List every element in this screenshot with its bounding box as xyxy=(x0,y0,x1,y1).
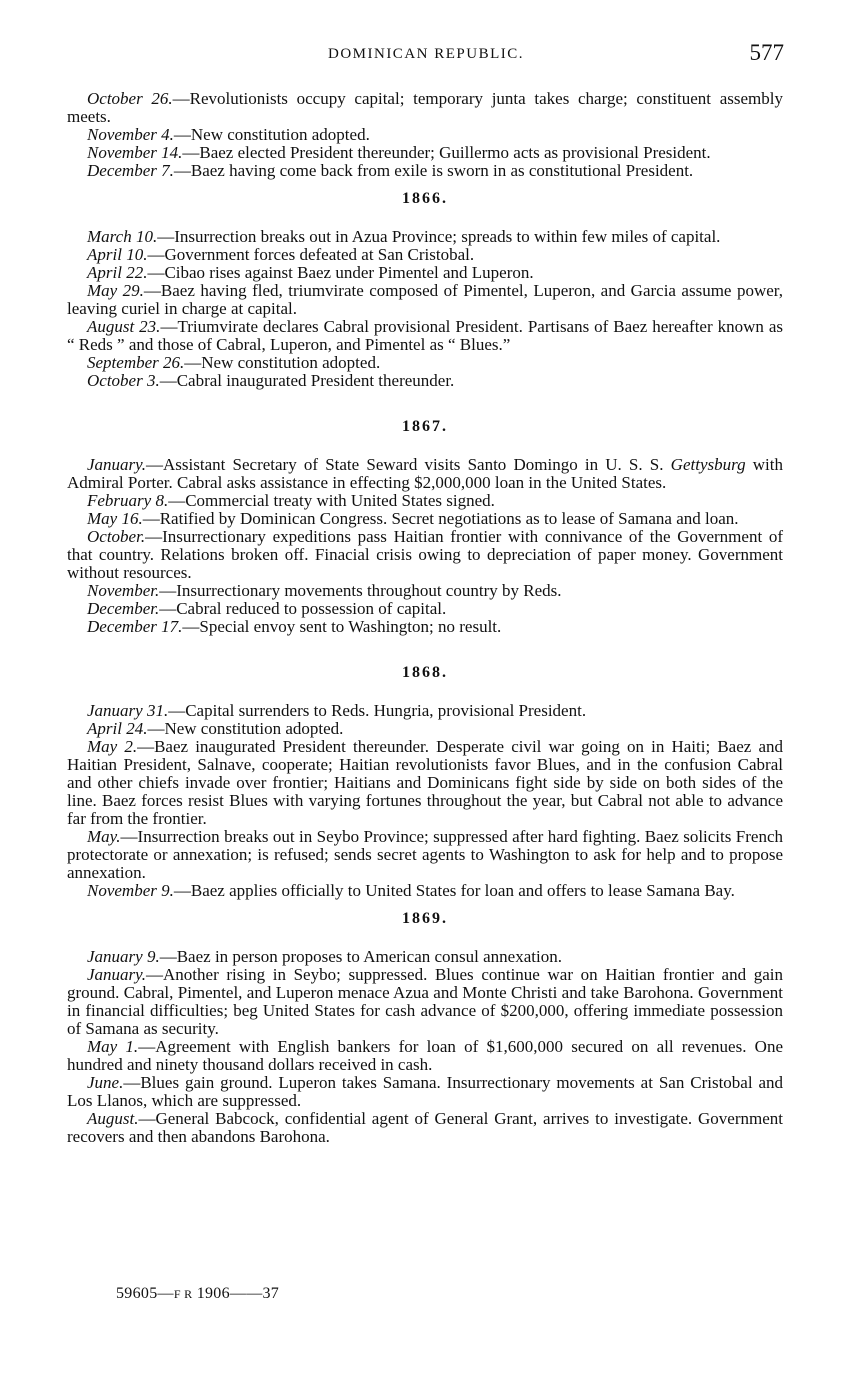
chronology-entry xyxy=(67,600,783,618)
entry-text: —New constitution adopted. xyxy=(184,353,381,372)
chronology-entry xyxy=(67,456,783,492)
year-heading: 1869. xyxy=(402,910,448,927)
entry-text: —Insurrectionary movements throughout country by Reds. xyxy=(159,581,562,600)
entry-text: —Insurrectionary expeditions pass Haitian frontier with connivance of the Government of that country. Relations broken off. Finacial crisis owing to depreciation of paper money. Government without resources. xyxy=(67,527,783,582)
entry-date: January 31. xyxy=(87,701,169,720)
entry-text: —Special envoy sent to Washington; no result. xyxy=(182,617,502,636)
entry-text: —Government forces defeated at San Cristobal. xyxy=(147,245,475,264)
entry-date: October 26. xyxy=(87,89,173,108)
entry-date: December. xyxy=(87,599,160,618)
chronology-entry xyxy=(67,264,783,282)
entry-date: December 7. xyxy=(87,161,174,180)
chronology-entry xyxy=(67,1074,783,1110)
entry-date: September 26. xyxy=(87,353,185,372)
entry-text: —Assistant Secretary of State Seward visits Santo Domingo in U. S. S. Gettysburg with Admiral Porter. Cabral asks assistance in effecting $2,000,000 loan in the United States. xyxy=(67,455,783,492)
entry-date: May 16. xyxy=(87,509,143,528)
entry-date: December 17. xyxy=(87,617,183,636)
chronology-entry xyxy=(67,828,783,882)
entry-date: October 3. xyxy=(87,371,160,390)
entry-date: May 2. xyxy=(87,737,138,756)
chronology-entry xyxy=(67,966,783,1038)
entry-date: January 9. xyxy=(87,947,160,966)
entry-date: February 8. xyxy=(87,491,169,510)
entry-text: —Ratified by Dominican Congress. Secret negotiations as to lease of Samana and loan. xyxy=(142,509,739,528)
ship-name: Gettysburg xyxy=(670,455,746,474)
chronology-entry xyxy=(67,528,783,582)
page-number: 577 xyxy=(749,40,784,65)
printer-signature xyxy=(116,1285,279,1303)
entry-text: —New constitution adopted. xyxy=(147,719,344,738)
chronology-entry xyxy=(67,1110,783,1146)
year-heading: 1868. xyxy=(402,664,448,681)
chronology-entry xyxy=(67,228,783,246)
year-heading: 1867. xyxy=(402,418,448,435)
signature-initials: F R xyxy=(173,1287,193,1301)
chronology-entry xyxy=(67,90,783,126)
entry-text: —Agreement with English bankers for loan of $1,600,000 secured on all revenues. One hundred and ninety thousand dollars received in cash. xyxy=(67,1037,783,1074)
chronology-entry xyxy=(67,246,783,264)
entry-text: —Baez elected President thereunder; Guillermo acts as provisional President. xyxy=(182,143,711,162)
entry-text: —Baez having fled, triumvirate composed of Pimentel, Luperon, and Garcia assume power, leaving curiel in charge at capital. xyxy=(67,281,783,318)
chronology-entry xyxy=(67,282,783,318)
chronology-entry xyxy=(67,1038,783,1074)
entry-date: November 9. xyxy=(87,881,174,900)
chronology-entry xyxy=(67,372,783,390)
chronology-entry xyxy=(67,582,783,600)
entry-date: August. xyxy=(87,1109,139,1128)
chronology-entry xyxy=(67,720,783,738)
entry-text: —Baez in person proposes to American consul annexation. xyxy=(159,947,562,966)
entry-text: —Another rising in Seybo; suppressed. Blues continue war on Haitian frontier and gain ground. Cabral, Pimentel, and Luperon menace Azua and Monte Christi and take Barohona. Government in financial difficulties; beg United States for cash advance of $200,000, offering immediate possession of Samana as security. xyxy=(67,965,783,1038)
entry-date: April 24. xyxy=(87,719,148,738)
chronology-entry xyxy=(67,318,783,354)
signature-code: 59605— xyxy=(116,1285,174,1302)
entry-date: November 14. xyxy=(87,143,183,162)
entry-text: —Baez applies officially to United States for loan and offers to lease Samana Bay. xyxy=(173,881,735,900)
entry-text: —General Babcock, confidential agent of General Grant, arrives to investigate. Government recovers and then abandons Barohona. xyxy=(67,1109,783,1146)
running-title: DOMINICAN REPUBLIC. xyxy=(327,46,524,62)
entry-date: January. xyxy=(87,965,147,984)
entry-text: —Revolutionists occupy capital; temporary junta takes charge; constituent assembly meets. xyxy=(67,89,783,126)
chronology-entry xyxy=(67,738,783,828)
entry-text: —Commercial treaty with United States signed. xyxy=(168,491,495,510)
entry-date: June. xyxy=(87,1073,124,1092)
entry-date: May 1. xyxy=(87,1037,139,1056)
entry-date: March 10. xyxy=(87,227,158,246)
signature-rest: 1906——37 xyxy=(192,1285,280,1302)
entry-date: January. xyxy=(87,455,147,474)
entry-text: —Insurrection breaks out in Azua Province; spreads to within few miles of capital. xyxy=(157,227,721,246)
entry-date: November 4. xyxy=(87,125,174,144)
entry-date: August 23. xyxy=(87,317,161,336)
entry-text: —Cibao rises against Baez under Pimentel and Luperon. xyxy=(147,263,534,282)
entry-text: —Blues gain ground. Luperon takes Samana. Insurrectionary movements at San Cristobal and Los Llanos, which are suppressed. xyxy=(67,1073,783,1110)
entry-text: —Triumvirate declares Cabral provisional President. Partisans of Baez hereafter known as “ Reds ” and those of Cabral, Luperon, and Pimentel as “ Blues.” xyxy=(67,317,783,354)
chronology-entry xyxy=(67,354,783,372)
chronology-entry xyxy=(67,702,783,720)
entry-text: —Cabral inaugurated President thereunder. xyxy=(159,371,455,390)
chronology-entry xyxy=(67,492,783,510)
chronology-entry xyxy=(67,126,783,144)
chronology-entry xyxy=(67,948,783,966)
entry-text: —Cabral reduced to possession of capital. xyxy=(159,599,447,618)
chronology-entry xyxy=(67,510,783,528)
entry-text: —Insurrection breaks out in Seybo Province; suppressed after hard fighting. Baez solicits French protectorate or annexation; is refused; sends secret agents to Washington to ask for help and to propose annexation. xyxy=(67,827,783,882)
entry-text: —New constitution adopted. xyxy=(173,125,370,144)
entry-date: April 22. xyxy=(87,263,148,282)
entry-text: —Baez having come back from exile is sworn in as constitutional President. xyxy=(173,161,694,180)
chronology-body xyxy=(67,90,783,1146)
chronology-entry xyxy=(67,618,783,636)
entry-text: —Baez inaugurated President thereunder. Desperate civil war going on in Haiti; Baez and Haitian President, Salnave, cooperate; Haitian revolutionists favor Blues, and in the confusion Cabral and other chiefs invade over frontier; Haitians and Dominicans fight side by side on both sides of the line. Baez forces resist Blues with varying fortunes throughout the year, but Cabral not able to advance far from the frontier. xyxy=(67,737,783,828)
running-header xyxy=(68,40,784,68)
entry-text: —Capital surrenders to Reds. Hungria, provisional President. xyxy=(168,701,587,720)
chronology-entry xyxy=(67,162,783,180)
entry-date: April 10. xyxy=(87,245,148,264)
year-heading: 1866. xyxy=(402,190,448,207)
entry-date: November. xyxy=(87,581,160,600)
entry-date: May 29. xyxy=(87,281,144,300)
chronology-entry xyxy=(67,882,783,900)
entry-date: May. xyxy=(87,827,121,846)
chronology-entry xyxy=(67,144,783,162)
entry-date: October. xyxy=(87,527,146,546)
